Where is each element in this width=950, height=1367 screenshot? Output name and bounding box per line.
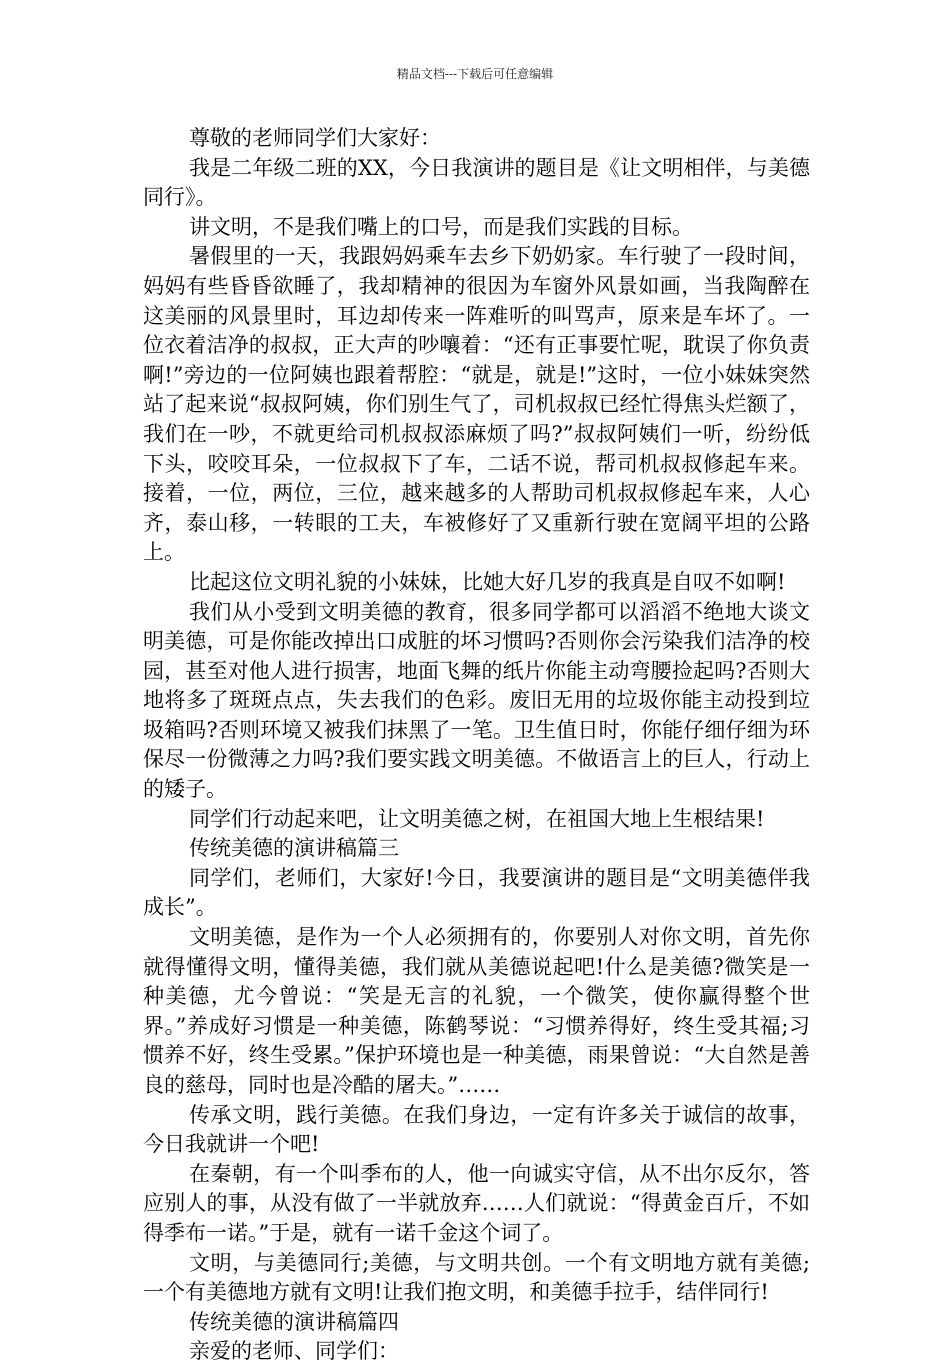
document-body	[143, 124, 810, 1367]
paragraph-greeting: 亲爱的老师、同学们：	[189, 1339, 399, 1364]
paragraph: 传承文明，践行美德。在我们身边，一定有许多关于诚信的故事，今日我就讲一个吧!	[143, 1102, 810, 1157]
paragraph: 文明美德，是作为一个人必须拥有的，你要别人对你文明，首先你就得懂得文明，懂得美德，我们就从美德说起吧!什么是美德?微笑是一种美德，尤今曾说：“笑是无言的礼貌，一个微笑，使你赢得整个世界。”养成好习惯是一种美德，陈鹤琴说：“习惯养得好，终生受其福;习惯养不好，终生受累。”保护环境也是一种美德，雨果曾说：“大自然是善良的慈母，同时也是冷酷的屠夫。”……	[143, 925, 810, 1097]
paragraph: 在秦朝，有一个叫季布的人，他一向诚实守信，从不出尔反尔，答应别人的事，从没有做了一半就放弃……人们就说：“得黄金百斤，不如得季布一诺。”于是，就有一诺千金这个词了。	[143, 1161, 810, 1245]
paragraph: 讲文明，不是我们嘴上的口号，而是我们实践的目标。	[189, 214, 693, 239]
section-heading-part-three: 传统美德的演讲稿篇三	[189, 836, 399, 861]
page-header-note: 精品文档---下载后可任意编辑	[396, 67, 554, 81]
paragraph: 比起这位文明礼貌的小妹妹，比她大好几岁的我真是自叹不如啊!	[189, 569, 786, 594]
paragraph: 同学们，老师们，大家好!今日，我要演讲的题目是“文明美德伴我成长”。	[143, 865, 810, 920]
paragraph: 我们从小受到文明美德的教育，很多同学都可以滔滔不绝地大谈文明美德，可是你能改掉出口成脏的坏习惯吗?否则你会污染我们洁净的校园，甚至对他人进行损害，地面飞舞的纸片你能主动弯腰捡起吗?否则大地将多了斑斑点点，失去我们的色彩。废旧无用的垃圾你能主动投到垃圾箱吗?否则环境又被我们抹黑了一笔。卫生值日时，你能仔细仔细为环保尽一份微薄之力吗?我们要实践文明美德。不做语言上的巨人，行动上的矮子。	[143, 599, 810, 802]
paragraph-intro: 我是二年级二班的XX，今日我演讲的题目是《让文明相伴，与美德同行》。	[143, 155, 810, 210]
paragraph: 文明，与美德同行;美德，与文明共创。一个有文明地方就有美德;一个有美德地方就有文明!让我们抱文明，和美德手拉手，结伴同行!	[143, 1250, 810, 1305]
paragraph-story: 暑假里的一天，我跟妈妈乘车去乡下奶奶家。车行驶了一段时间，妈妈有些昏昏欲睡了，我却精神的很因为车窗外风景如画，当我陶醉在这美丽的风景里时，耳边却传来一阵难听的叫骂声，原来是车坏了。一位衣着洁净的叔叔，正大声的吵嚷着：“还有正事要忙呢，耽误了你负责啊!”旁边的一位阿姨也跟着帮腔：“就是，就是!”这时，一位小妹妹突然站了起来说“叔叔阿姨，你们别生气了，司机叔叔已经忙得焦头烂额了，我们在一吵，不就更给司机叔叔添麻烦了吗?”叔叔阿姨们一听，纷纷低下头，咬咬耳朵，一位叔叔下了车，二话不说，帮司机叔叔修起车来。接着，一位，两位，三位，越来越多的人帮助司机叔叔修起车来，人心齐，泰山移，一转眼的工夫，车被修好了又重新行驶在宽阔平坦的公路上。	[143, 244, 810, 565]
section-heading-part-four: 传统美德的演讲稿篇四	[189, 1309, 399, 1334]
paragraph-greeting: 尊敬的老师同学们大家好：	[189, 126, 441, 150]
paragraph: 同学们行动起来吧，让文明美德之树，在祖国大地上生根结果!	[189, 806, 765, 831]
